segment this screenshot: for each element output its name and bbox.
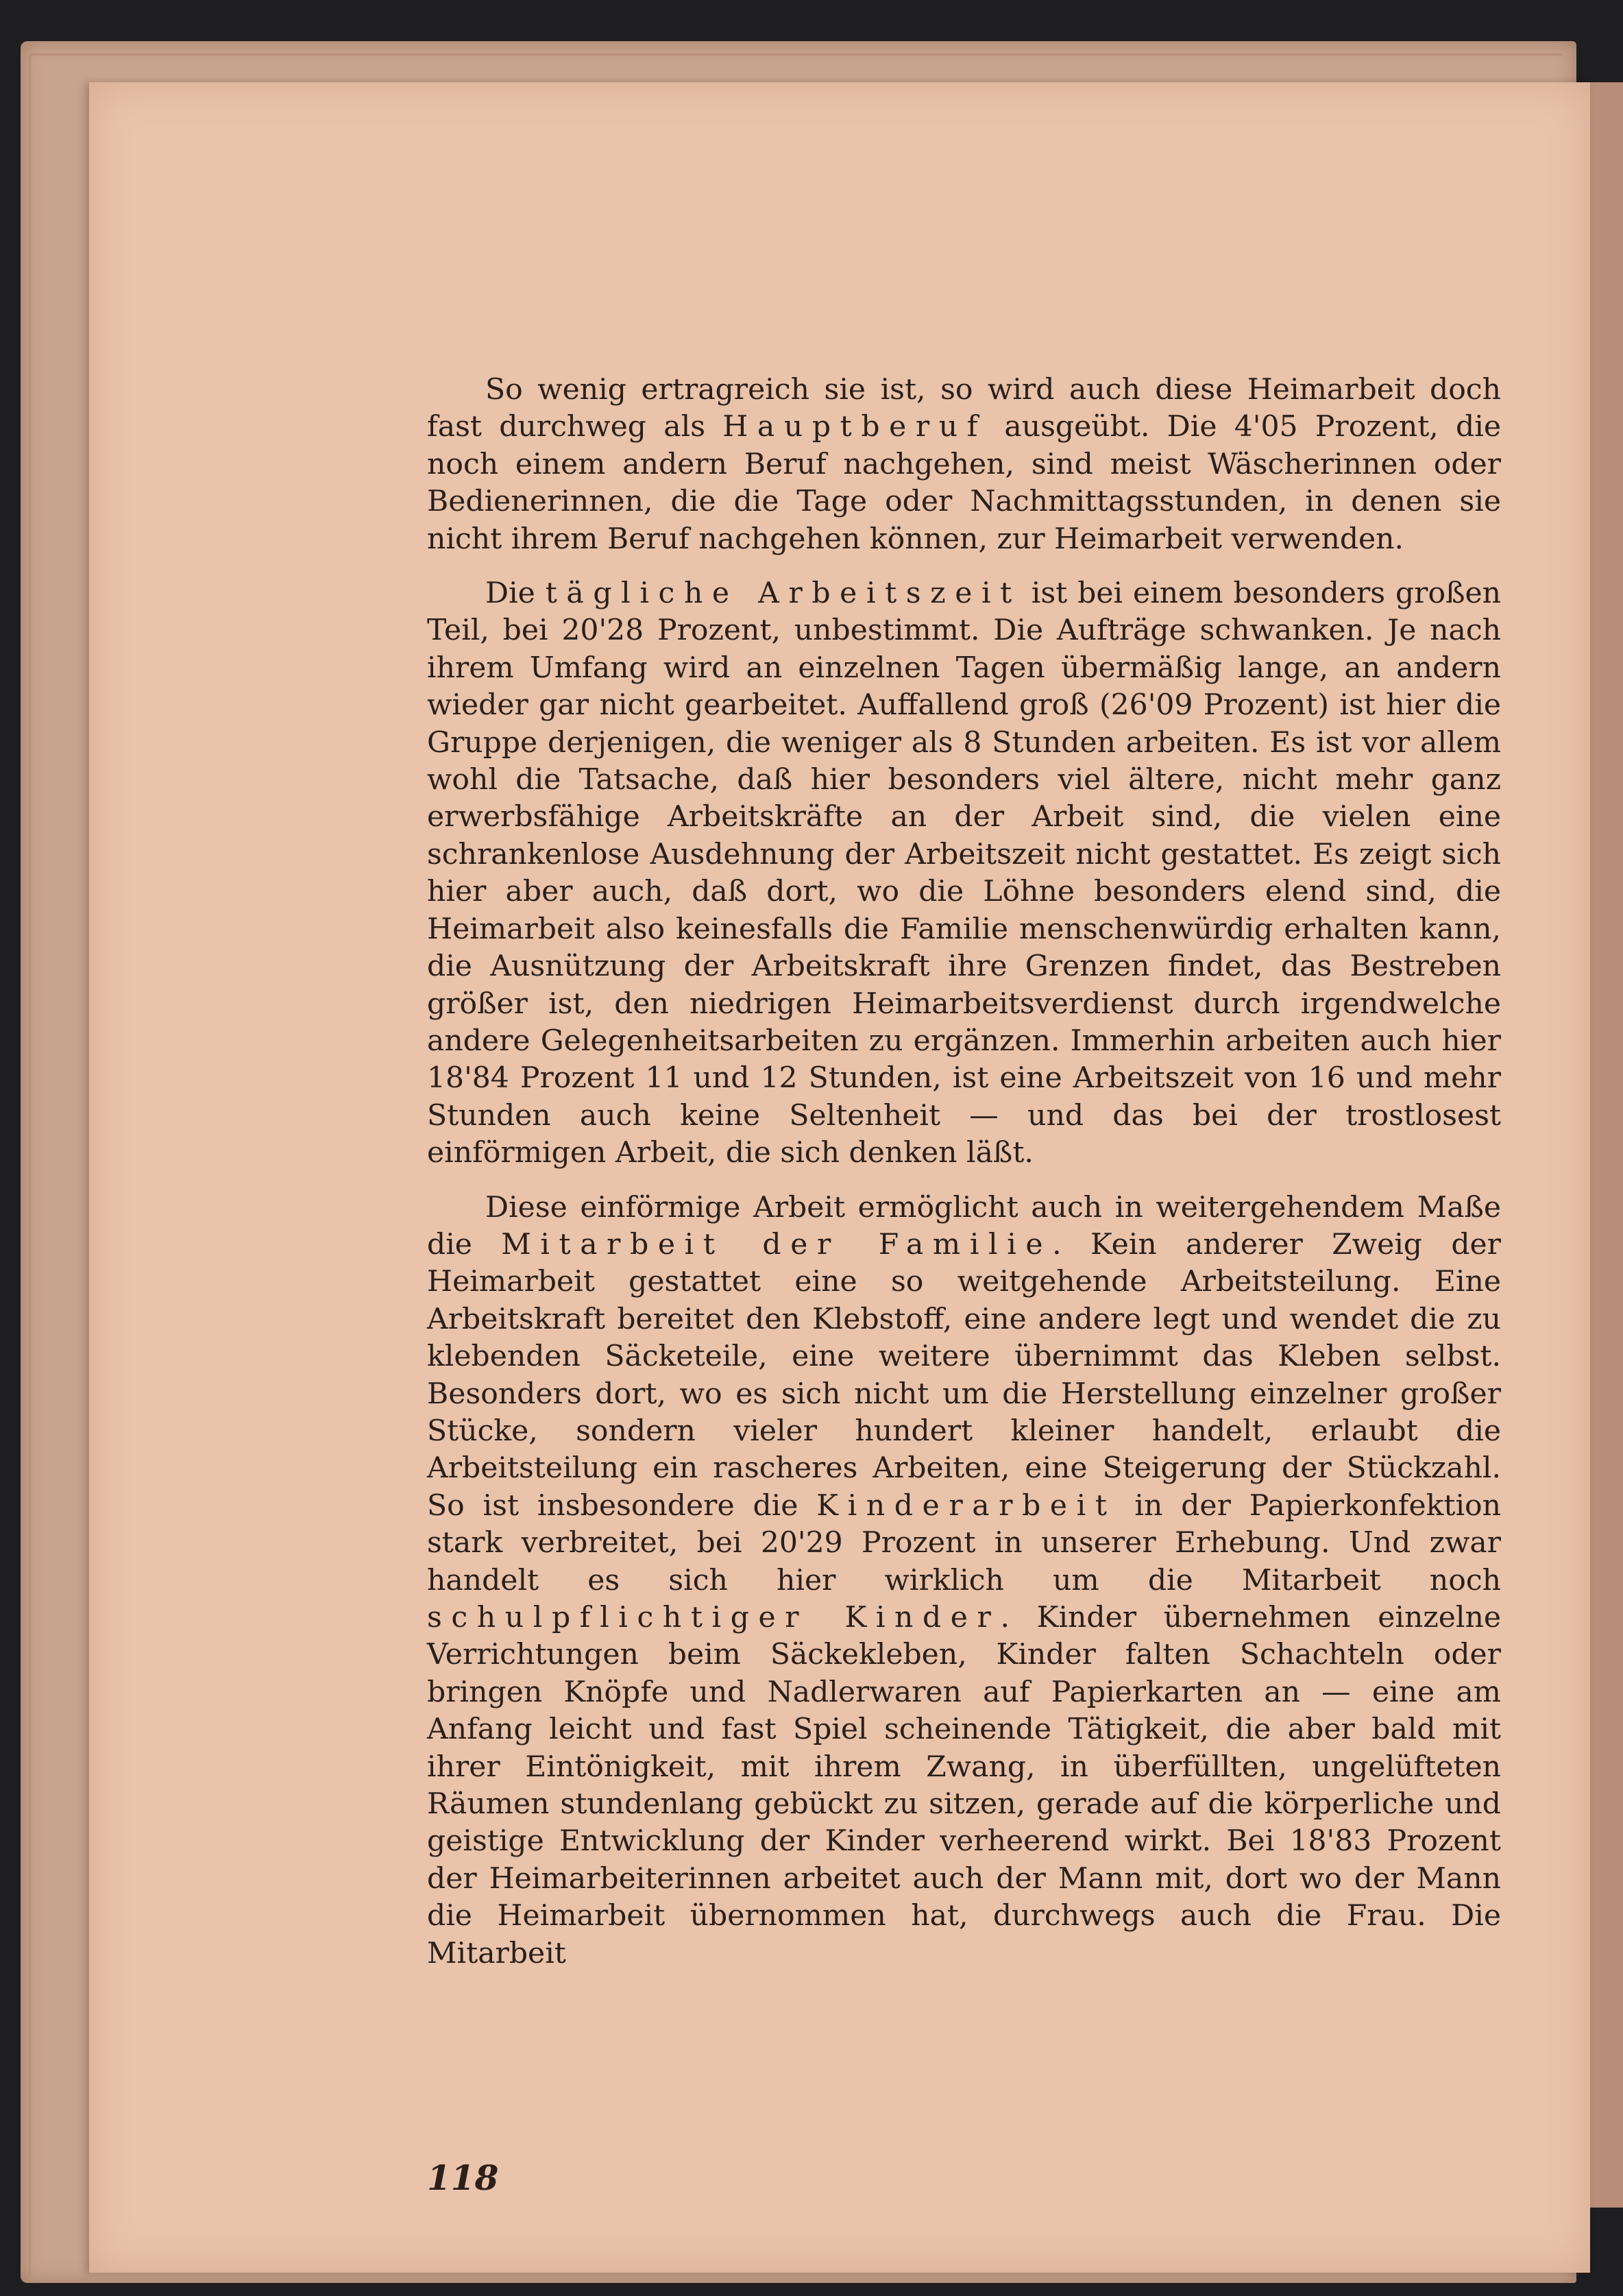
- spaced-emphasis: schulpflichtiger Kinder: [427, 1601, 1001, 1634]
- spaced-emphasis: Kinderarbeit: [816, 1488, 1116, 1523]
- spaced-emphasis: Mitarbeit der Familie: [501, 1227, 1053, 1261]
- book-page: [89, 82, 1590, 2273]
- paragraph-1: [427, 372, 1501, 558]
- text-run: Diese einförmige Arbeit ermöglicht auch in weitergehendem Maße die: [427, 1190, 1501, 1261]
- text-run: . Kein anderer Zweig der Heimarbeit gestattet eine so weitgehende Arbeitsteilung. Eine Arbeitskraft bereitet den Klebstoff, eine andere legt und wendet die zu klebenden Säcketeile, eine weitere übernimmt das Kleben selbst. Besonders dort, wo es sich nicht um die Herstellung einzelner großer Stücke, sondern vieler hundert kleiner handelt, erlaubt die Arbeitsteilung ein rascheres Arbeiten, eine Steigerung der Stückzahl. So ist insbesondere die: [427, 1227, 1501, 1523]
- spaced-emphasis: Hauptberuf: [722, 410, 988, 444]
- text-run: So wenig ertragreich sie ist, so wird auch diese Heimarbeit doch fast durchweg als: [427, 373, 1501, 444]
- text-run: . Kinder übernehmen einzelne Verrichtungen beim Säckekleben, Kinder falten Schachteln oder bringen Knöpfe und Nadlerwaren auf Papierkarten an — eine am Anfang leicht und fast Spiel scheinende Tätigkeit, die aber bald mit ihrer Eintönigkeit, mit ihrem Zwang, in überfüllten, ungelüfteten Räumen stundenlang gebückt zu sitzen, gerade auf die körperliche und geistige Entwicklung der Kinder verheerend wirkt. Bei 18'83 Prozent der Heimarbeiterinnen arbeitet auch der Mann mit, dort wo der Mann die Heimarbeit übernommen hat, durchwegs auch die Frau. Die Mitarbeit: [427, 1601, 1501, 1970]
- body-text: [427, 372, 1501, 1972]
- text-run: ist bei einem besonders großen Teil, bei 20'28 Prozent, unbestimmt. Die Aufträge schwanken. Je nach ihrem Umfang wird an einzelnen Tagen übermäßig lange, an andern wieder gar nicht gearbeitet. Auffallend groß (26'09 Prozent) ist hier die Gruppe derjenigen, die weniger als 8 Stunden arbeiten. Es ist vor allem wohl die Tatsache, daß hier besonders viel ältere, nicht mehr ganz erwerbsfähige Arbeitskräfte an der Arbeit sind, die vielen eine schrankenlose Ausdehnung der Arbeitszeit nicht gestattet. Es zeigt sich hier aber auch, daß dort, wo die Löhne besonders elend sind, die Heimarbeit also keinesfalls die Familie menschenwürdig erhalten kann, die Ausnützung der Arbeitskraft ihre Grenzen findet, das Bestreben größer ist, den niedrigen Heimarbeitsverdienst durch irgendwelche andere Gelegenheitsarbeiten zu ergänzen. Immerhin arbeiten auch hier 18'84 Prozent 11 und 12 Stunden, ist eine Arbeitszeit von 16 und mehr Stunden auch keine Seltenheit — und das bei der trostlosest einförmigen Arbeit, die sich denken läßt.: [427, 577, 1501, 1170]
- text-run: ausgeübt. Die 4'05 Prozent, die noch einem andern Beruf nachgehen, sind meist Wäscherinnen oder Bedienerinnen, die die Tage oder Nachmittagsstunden, in denen sie nicht ihrem Beruf nachgehen können, zur Heimarbeit verwenden.: [427, 410, 1501, 556]
- text-run: in der Papierkonfektion stark verbreitet, bei 20'29 Prozent in unserer Erhebung. Und zwar handelt es sich hier wirklich um die Mitarbeit noch: [427, 1488, 1501, 1597]
- paragraph-2: [427, 575, 1501, 1172]
- spaced-emphasis: tägliche Arbeitszeit: [545, 577, 1021, 611]
- page-number: 118: [427, 2158, 499, 2198]
- paragraph-3: [427, 1189, 1501, 1973]
- text-run: Die: [485, 577, 546, 611]
